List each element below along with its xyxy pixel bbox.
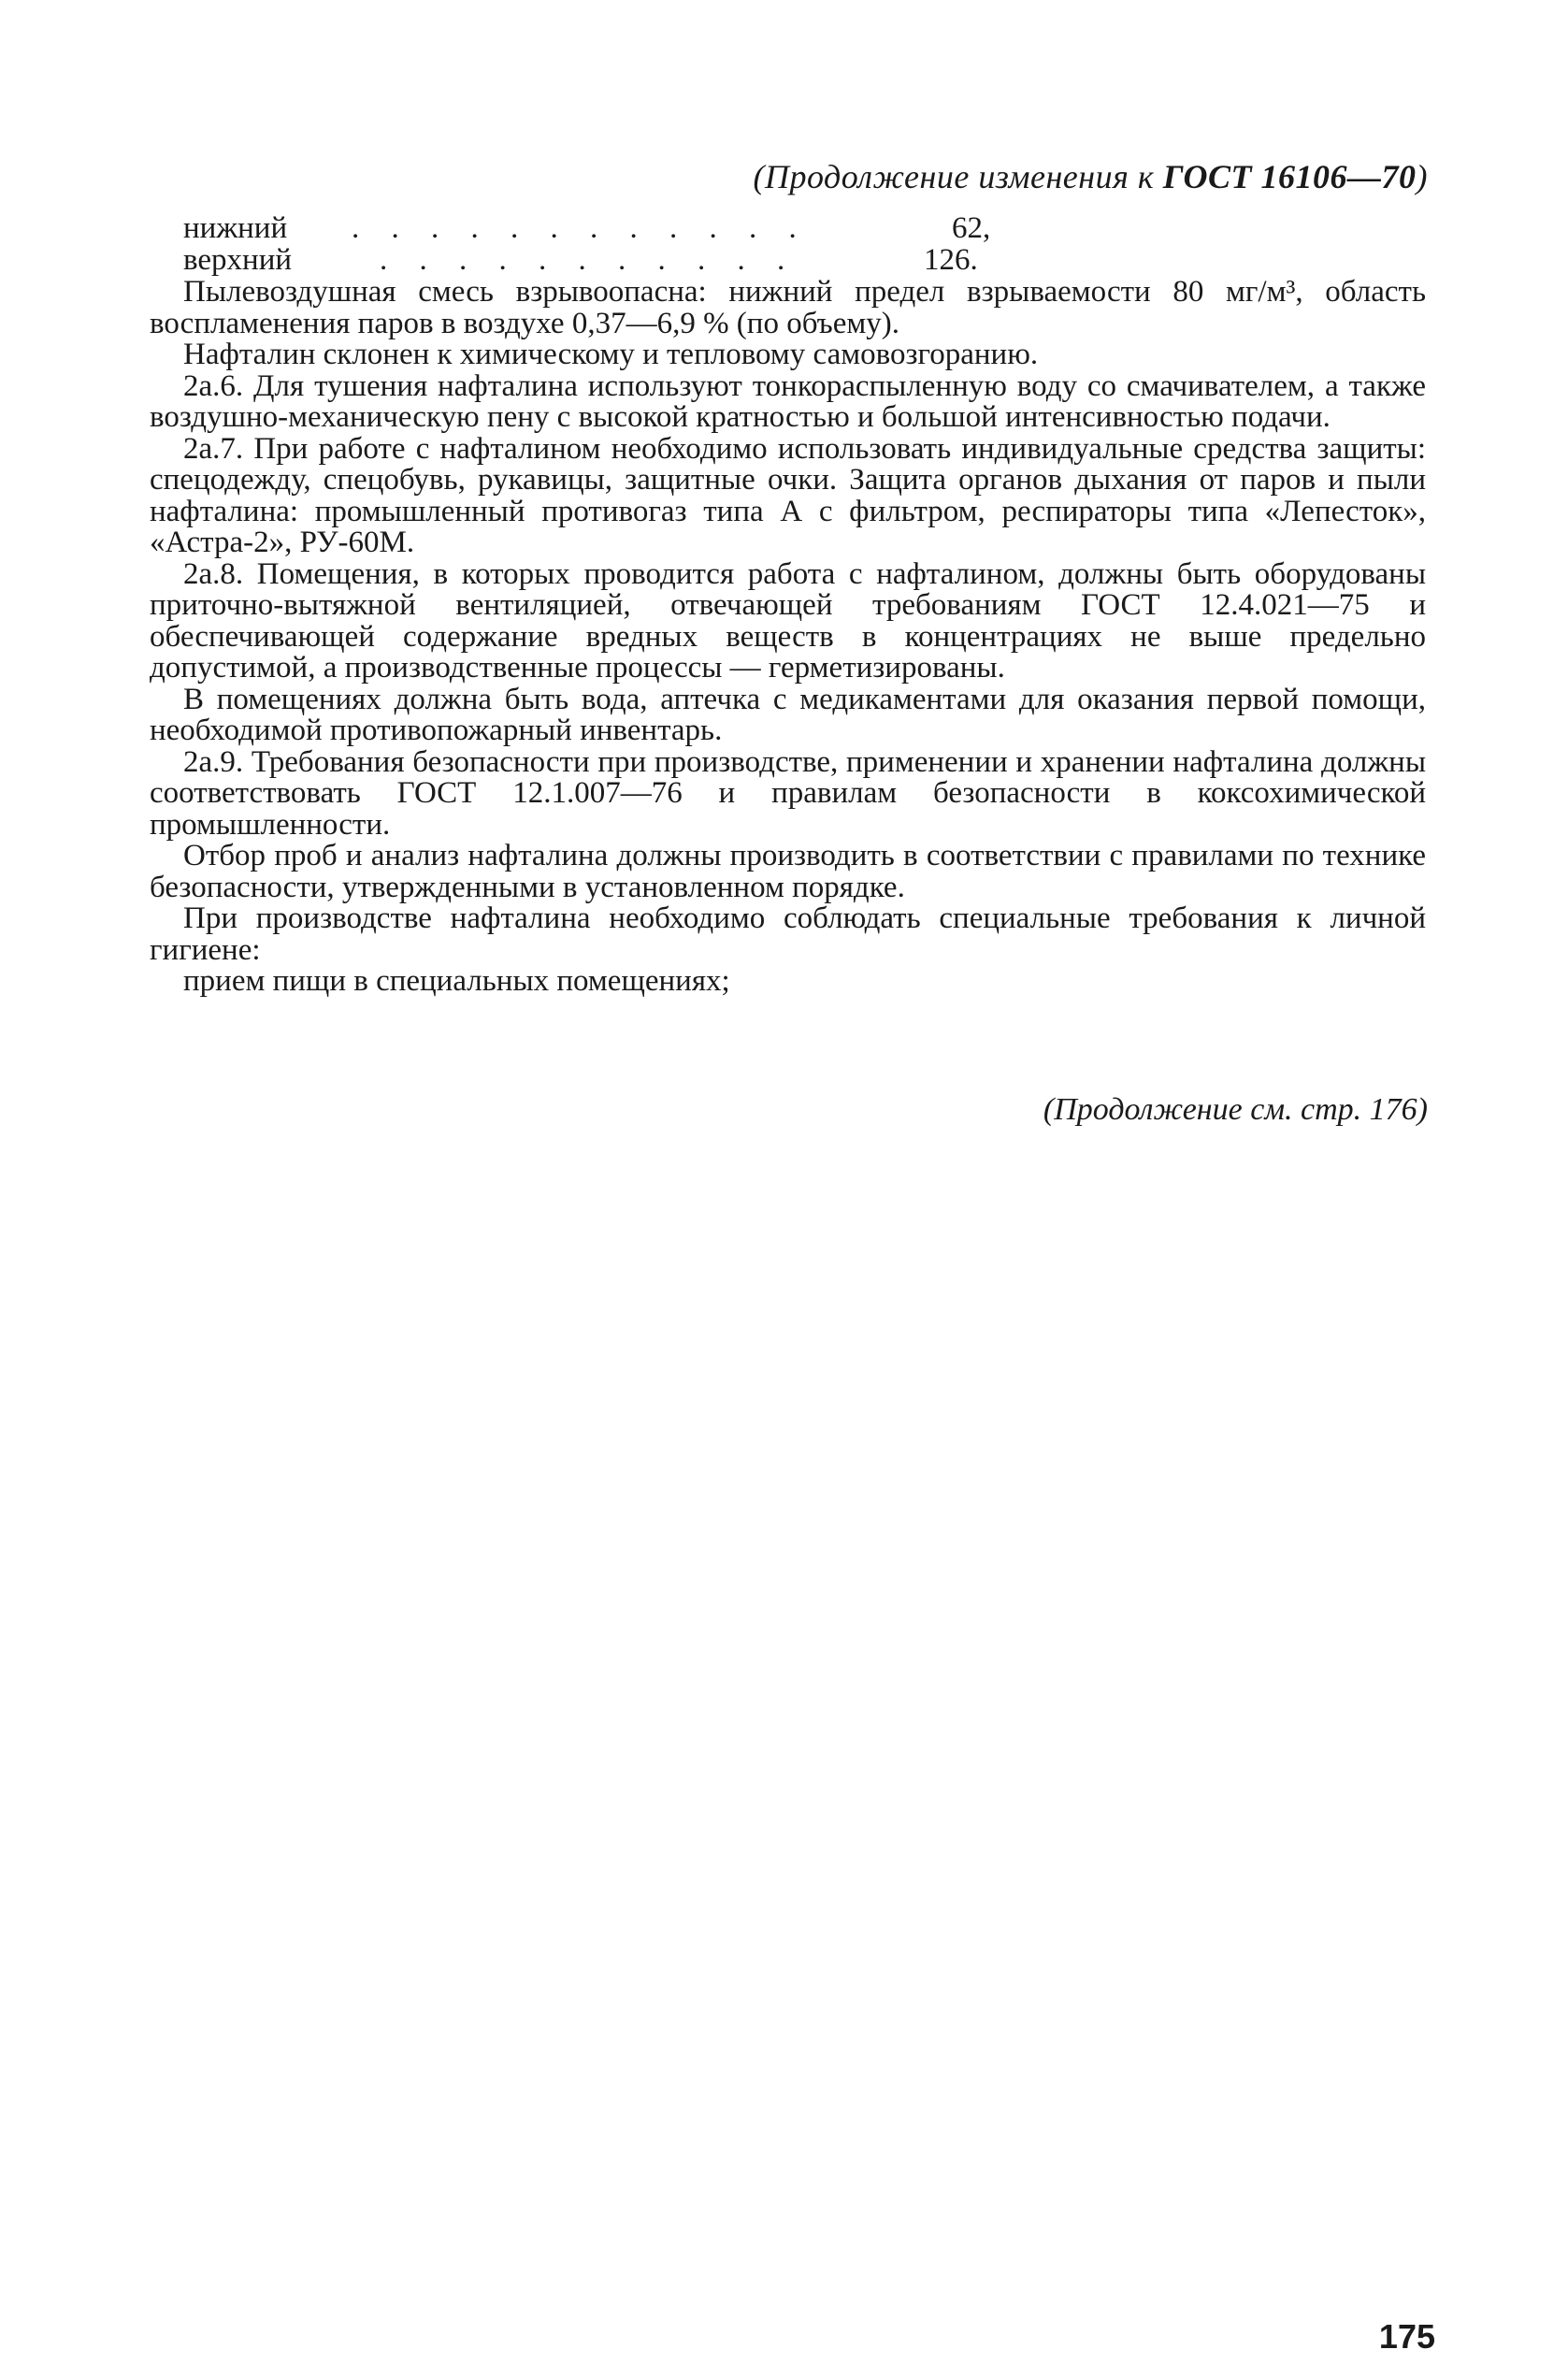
paragraph-2a7: 2а.7. При работе с нафталином необходимо использовать индивидуальные средства защиты: спецодежду, спецобувь, рукавицы, защитные очки. Защита органов дыхания от паров и пыли нафталина: промышленный противогаз типа А с фильтром, респираторы типа «Лепесток», «Астра-2», РУ-60М.: [150, 431, 1426, 559]
limit-label: нижний: [183, 211, 288, 245]
continuation-header: [753, 157, 1428, 196]
page-number: 175: [1378, 2317, 1435, 2356]
paragraph-self-ignition: Нафталин склонен к химическому и тепловому самовозгоранию.: [183, 338, 1039, 371]
document-body: [150, 213, 1426, 998]
header-suffix: ): [1416, 158, 1428, 195]
leader-dots: . . . . . . . . . . . .: [352, 211, 809, 245]
paragraph-first-aid: В помещениях должна быть вода, аптечка с медикаментами для оказания первой помощи, необходимой противопожарный инвентарь.: [150, 682, 1426, 747]
paragraph-2a8: 2а.8. Помещения, в которых проводится работа с нафталином, должны быть оборудованы приточно-вытяжной вентиляцией, отвечающей требованиям ГОСТ 12.4.021—75 и обеспечивающей содержание вредных веществ в концентрациях не выше предельно допустимой, а производственные процессы — герметизированы.: [150, 556, 1426, 685]
header-standard: ГОСТ 16106—70: [1162, 158, 1417, 195]
limit-value: 126.: [924, 243, 978, 277]
limit-label: верхний: [183, 243, 293, 277]
limit-value: 62,: [952, 211, 991, 245]
continuation-note: (Продолжение см. стр. 176): [1043, 1092, 1428, 1127]
paragraph-eating: прием пищи в специальных помещениях;: [183, 964, 730, 998]
paragraph-2a9: 2а.9. Требования безопасности при производстве, применении и хранении нафталина должны соответствовать ГОСТ 12.1.007—76 и правилам безопасности в коксохимической промышленности.: [150, 744, 1426, 842]
paragraph-dust-mixture: Пылевоздушная смесь взрывоопасна: нижний предел взрываемости 80 мг/м³, область воспламенения паров в воздухе 0,37—6,9 % (по объему).: [150, 275, 1426, 340]
paragraph-2a6: 2а.6. Для тушения нафталина используют тонкораспыленную воду со смачивателем, а также воздушно-механическую пену с высокой кратностью и большой интенсивностью подачи.: [150, 368, 1426, 434]
limit-row-lower: [150, 213, 1426, 245]
leader-dots: . . . . . . . . . . .: [380, 243, 798, 277]
paragraph-hygiene: При производстве нафталина необходимо соблюдать специальные требования к личной гигиене:: [150, 901, 1426, 967]
paragraph-sampling: Отбор проб и анализ нафталина должны производить в соответствии с правилами по технике безопасности, утвержденными в установленном порядке.: [150, 839, 1426, 904]
limit-row-upper: [150, 245, 1426, 277]
header-prefix: (Продолжение изменения к: [753, 158, 1163, 195]
